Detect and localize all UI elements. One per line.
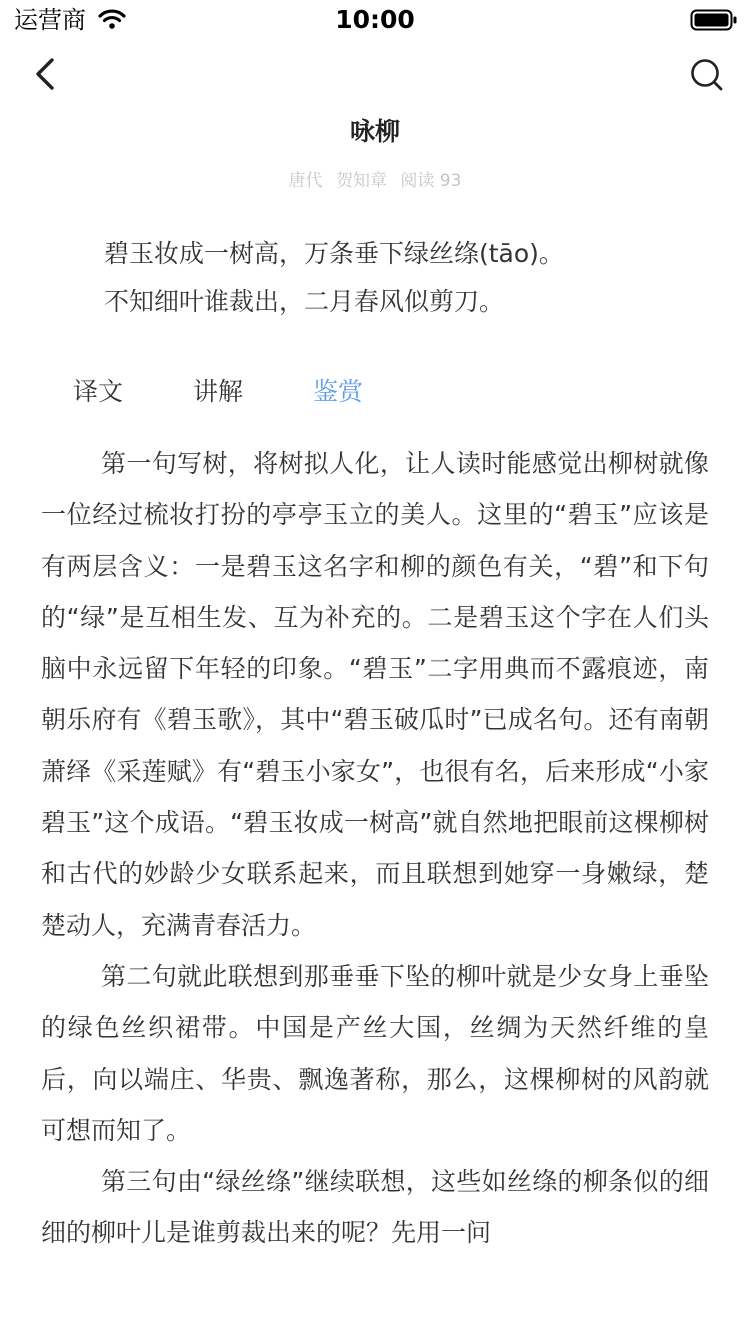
article-paragraph: 第一句写树，将树拟人化，让人读时能感觉出柳树就像一位经过梳妆打扮的亭亭玉立的美人。这里的“碧玉”应该是有两层含义：一是碧玉这名字和柳的颜色有关，“碧”和下句的“绿”是互相生发、互为补充的。二是碧玉这个字在人们头脑中永远留下年轻的印象。“碧玉”二字用典而不露痕迹，南朝乐府有《碧玉歌》，其中“碧玉破瓜时”已成名句。还有南朝萧绎《采莲赋》有“碧玉小家女”，也很有名，后来形成“小家碧玉”这个成语。“碧玉妆成一树高”就自然地把眼前这棵柳树和古代的妙龄少女联系起来，而且联想到她穿一身嫩绿，楚楚动人，充满青春活力。: [41, 449, 709, 940]
article-paragraph: 第二句就此联想到那垂垂下坠的柳叶就是少女身上垂坠的绿色丝织裙带。中国是产丝大国，丝绸为天然纤维的皇后，向以端庄、华贵、飘逸著称，那么，这棵柳树的风韵就可想而知了。: [41, 961, 709, 1145]
content-tabs: [0, 366, 750, 418]
poem-reads: 阅读 93: [400, 171, 462, 191]
appreciation-article: [41, 438, 709, 1259]
search-button[interactable]: [684, 52, 728, 96]
tab-explanation[interactable]: 讲解: [193, 377, 244, 406]
article-paragraph: 第三句由“绿丝绦”继续联想，这些如丝绦的柳条似的细细的柳叶儿是谁剪裁出来的呢？先用一问: [41, 1167, 709, 1248]
poem-author[interactable]: 贺知章: [335, 171, 387, 191]
back-button[interactable]: [28, 52, 68, 96]
poem-body: [104, 230, 724, 326]
status-bar: [0, 0, 750, 40]
status-time: 10:00: [335, 5, 415, 34]
tab-translation[interactable]: 译文: [73, 377, 124, 406]
carrier-label: 运营商: [14, 6, 86, 34]
battery-icon: [690, 9, 738, 31]
poem-title: 咏柳: [349, 117, 400, 146]
search-icon: [684, 52, 728, 96]
poem-meta: [0, 168, 750, 194]
chevron-left-icon: [28, 52, 68, 96]
poem-line: 碧玉妆成一树高，万条垂下绿丝绦(tāo)。: [104, 239, 564, 268]
tab-appreciation[interactable]: 鉴赏: [313, 377, 364, 406]
poem-line: 不知细叶谁裁出，二月春风似剪刀。: [104, 287, 505, 316]
poem-dynasty: 唐代: [288, 171, 323, 191]
